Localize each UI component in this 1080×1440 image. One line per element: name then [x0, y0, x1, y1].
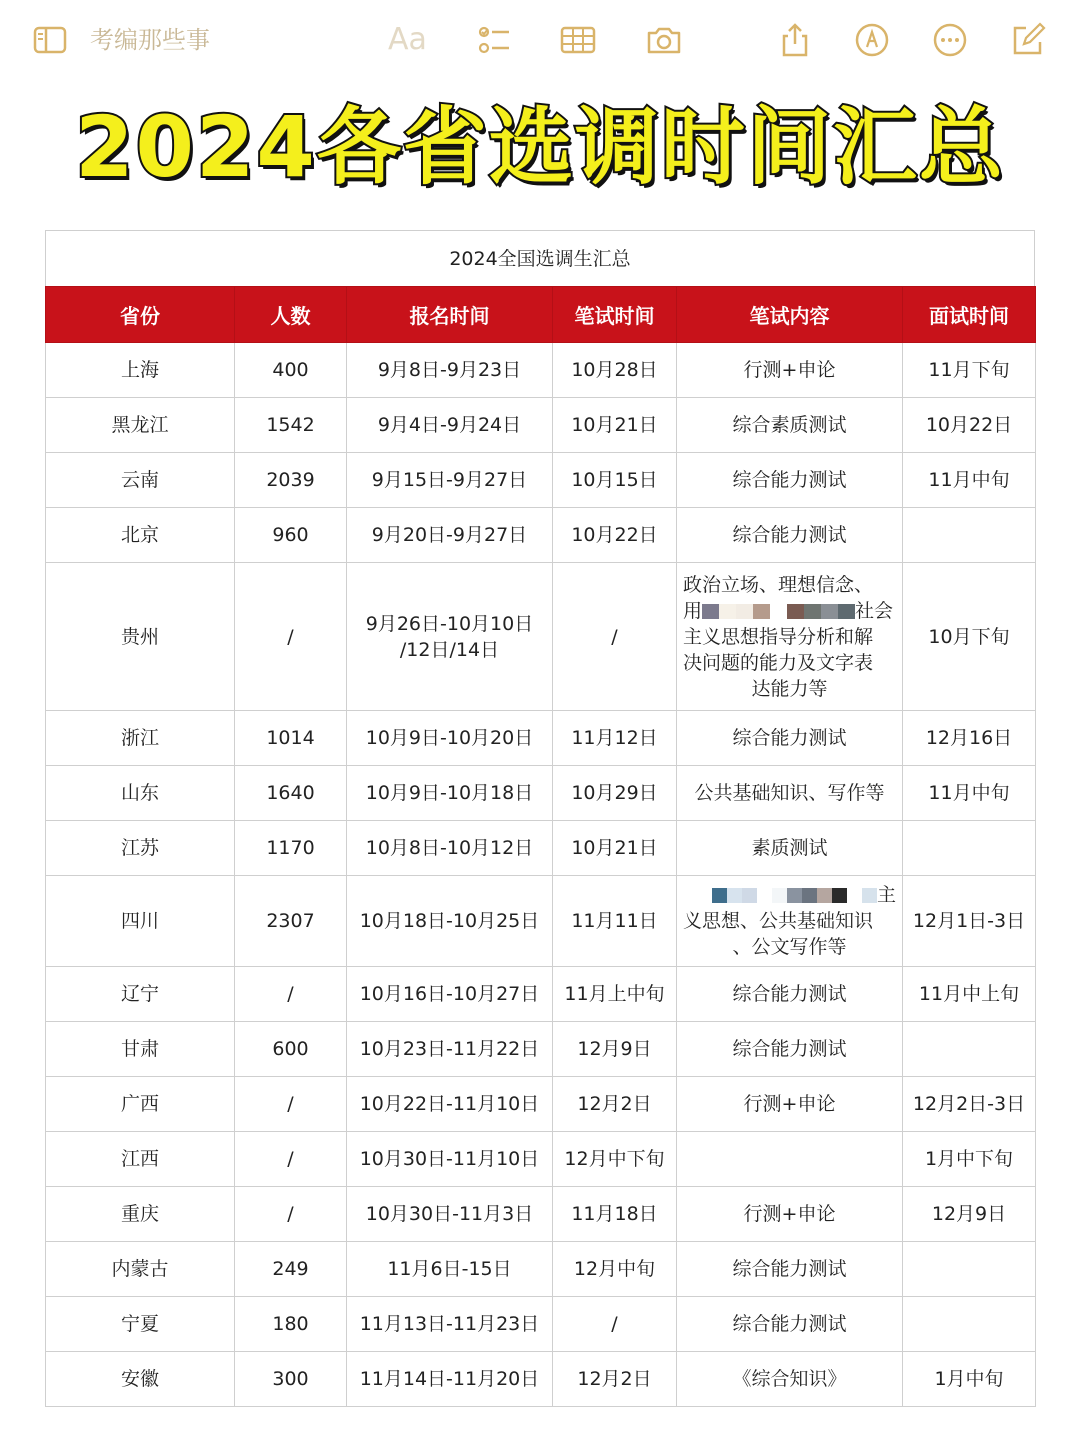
cell-interview-time: [903, 821, 1036, 876]
cell-count: 2039: [235, 453, 347, 508]
notes-toolbar: [0, 0, 1080, 80]
cell-count: 1640: [235, 766, 347, 821]
cell-count: 180: [235, 1297, 347, 1352]
cell-interview-time: [903, 1242, 1036, 1297]
format-text-button[interactable]: Aa: [388, 22, 427, 57]
cell-exam-content: 综合能力测试: [677, 711, 903, 766]
cell-interview-time: 11月中旬: [903, 453, 1036, 508]
cell-exam-time: 11月18日: [553, 1187, 677, 1242]
cell-exam-time: 11月11日: [553, 876, 677, 967]
sidebar-icon[interactable]: [30, 22, 70, 58]
cell-province: 山东: [46, 766, 235, 821]
cell-registration-time: 9月26日-10月10日 /12日/14日: [347, 563, 553, 711]
cell-count: 960: [235, 508, 347, 563]
cell-interview-time: [903, 1297, 1036, 1352]
cell-count: 400: [235, 343, 347, 398]
note-title: 考编那些事: [90, 26, 210, 54]
cell-registration-time: 9月8日-9月23日: [347, 343, 553, 398]
cell-interview-time: [903, 508, 1036, 563]
selection-summary-table: [45, 230, 1035, 1407]
cell-registration-time: 10月30日-11月3日: [347, 1187, 553, 1242]
content-line: 用: [683, 599, 703, 622]
cell-interview-time: 12月16日: [903, 711, 1036, 766]
table-row: [46, 967, 1036, 1022]
cell-count: 1014: [235, 711, 347, 766]
cell-registration-time: 11月13日-11月23日: [347, 1297, 553, 1352]
content-line: 主: [876, 884, 896, 906]
cell-registration-time: 10月30日-11月10日: [347, 1132, 553, 1187]
cell-exam-time: 12月2日: [553, 1352, 677, 1407]
table-row: [46, 766, 1036, 821]
markup-icon[interactable]: [852, 22, 892, 58]
cell-count: 300: [235, 1352, 347, 1407]
table-row: [46, 1077, 1036, 1132]
cell-province: 黑龙江: [46, 398, 235, 453]
cell-exam-time: 12月中旬: [553, 1242, 677, 1297]
cell-interview-time: 11月中上旬: [903, 967, 1036, 1022]
cell-interview-time: 12月2日-3日: [903, 1077, 1036, 1132]
cell-registration-time: 10月9日-10月18日: [347, 766, 553, 821]
content-line: 达能力等: [751, 677, 828, 700]
cell-province: 江苏: [46, 821, 235, 876]
compose-icon[interactable]: [1008, 22, 1048, 58]
cell-province: 北京: [46, 508, 235, 563]
header-registration-time: 报名时间: [347, 287, 553, 343]
cell-interview-time: 11月下旬: [903, 343, 1036, 398]
content-line: 、公文写作等: [732, 936, 847, 958]
header-exam-time: 笔试时间: [553, 287, 677, 343]
cell-registration-time: 9月4日-9月24日: [347, 398, 553, 453]
page-title: 2024各省选调时间汇总: [75, 98, 1005, 196]
table-caption: 2024全国选调生汇总: [45, 230, 1035, 286]
cell-exam-content: 素质测试: [677, 821, 903, 876]
cell-exam-content: 综合能力测试: [677, 1297, 903, 1352]
cell-exam-content: [677, 1132, 903, 1187]
cell-interview-time: 12月1日-3日: [903, 876, 1036, 967]
cell-exam-content: 综合能力测试: [677, 453, 903, 508]
cell-registration-time: 10月9日-10月20日: [347, 711, 553, 766]
content-line: 决问题的能力及文字表: [683, 651, 874, 674]
cell-province: 辽宁: [46, 967, 235, 1022]
table-row: [46, 1297, 1036, 1352]
header-interview-time: 面试时间: [903, 287, 1036, 343]
table-icon[interactable]: [558, 22, 598, 58]
cell-province: 甘肃: [46, 1022, 235, 1077]
table-row: [46, 398, 1036, 453]
cell-count: /: [235, 1132, 347, 1187]
table-row: [46, 453, 1036, 508]
content-line: 义思想、公共基础知识: [683, 910, 874, 932]
cell-interview-time: 12月9日: [903, 1187, 1036, 1242]
table-row: [46, 1132, 1036, 1187]
cell-province: 宁夏: [46, 1297, 235, 1352]
table-header-row: [46, 287, 1036, 343]
cell-registration-time: 10月16日-10月27日: [347, 967, 553, 1022]
content-line: 社会: [855, 599, 894, 622]
header-province: 省份: [46, 287, 235, 343]
cell-registration-time: 9月20日-9月27日: [347, 508, 553, 563]
cell-count: 1170: [235, 821, 347, 876]
table-row: [46, 821, 1036, 876]
cell-exam-content: 综合素质测试: [677, 398, 903, 453]
cell-exam-time: 10月29日: [553, 766, 677, 821]
cell-registration-time: 10月22日-11月10日: [347, 1077, 553, 1132]
cell-exam-content: 综合能力测试: [677, 967, 903, 1022]
cell-interview-time: 10月22日: [903, 398, 1036, 453]
cell-count: 2307: [235, 876, 347, 967]
table-row: [46, 876, 1036, 967]
cell-province: 广西: [46, 1077, 235, 1132]
cell-exam-content: 综合能力测试: [677, 1242, 903, 1297]
share-icon[interactable]: [775, 22, 815, 58]
cell-count: /: [235, 563, 347, 711]
cell-count: /: [235, 1187, 347, 1242]
cell-exam-content: [677, 563, 903, 711]
cell-count: 249: [235, 1242, 347, 1297]
cell-interview-time: 1月中旬: [903, 1352, 1036, 1407]
cell-exam-content: 行测+申论: [677, 1077, 903, 1132]
cell-exam-time: 12月中下旬: [553, 1132, 677, 1187]
table-row: [46, 508, 1036, 563]
cell-province: 内蒙古: [46, 1242, 235, 1297]
cell-count: 600: [235, 1022, 347, 1077]
cell-interview-time: [903, 1022, 1036, 1077]
content-line: 政治立场、理想信念、: [683, 573, 874, 596]
cell-count: /: [235, 1077, 347, 1132]
checklist-icon[interactable]: [474, 22, 514, 58]
table-row: [46, 1242, 1036, 1297]
header-count: 人数: [235, 287, 347, 343]
cell-registration-time: 10月18日-10月25日: [347, 876, 553, 967]
table-row: [46, 343, 1036, 398]
cell-count: 1542: [235, 398, 347, 453]
cell-exam-time: 10月21日: [553, 821, 677, 876]
cell-province: 贵州: [46, 563, 235, 711]
cell-exam-content: 综合能力测试: [677, 508, 903, 563]
cell-exam-time: 10月21日: [553, 398, 677, 453]
cell-province: 重庆: [46, 1187, 235, 1242]
cell-province: 浙江: [46, 711, 235, 766]
table-row: [46, 1022, 1036, 1077]
cell-exam-time: 11月上中旬: [553, 967, 677, 1022]
cell-registration-time: 10月23日-11月22日: [347, 1022, 553, 1077]
cell-interview-time: 10月下旬: [903, 563, 1036, 711]
cell-exam-content: 行测+申论: [677, 1187, 903, 1242]
cell-exam-time: 12月2日: [553, 1077, 677, 1132]
camera-icon[interactable]: [644, 22, 684, 58]
cell-registration-time: 11月14日-11月20日: [347, 1352, 553, 1407]
cell-registration-time: 10月8日-10月12日: [347, 821, 553, 876]
table-row: [46, 1187, 1036, 1242]
cell-exam-time: 10月15日: [553, 453, 677, 508]
cell-province: 云南: [46, 453, 235, 508]
cell-interview-time: 1月中下旬: [903, 1132, 1036, 1187]
cell-exam-content: 《综合知识》: [677, 1352, 903, 1407]
table-row: [46, 711, 1036, 766]
table-row: [46, 1352, 1036, 1407]
table-row: [46, 563, 1036, 711]
cell-exam-content: 公共基础知识、写作等: [677, 766, 903, 821]
cell-exam-time: 10月22日: [553, 508, 677, 563]
cell-count: /: [235, 967, 347, 1022]
cell-exam-content: 综合能力测试: [677, 1022, 903, 1077]
more-icon[interactable]: [930, 22, 970, 58]
cell-exam-content: [677, 876, 903, 967]
cell-registration-time: 9月15日-9月27日: [347, 453, 553, 508]
cell-exam-time: 11月12日: [553, 711, 677, 766]
cell-registration-time: 11月6日-15日: [347, 1242, 553, 1297]
cell-province: 安徽: [46, 1352, 235, 1407]
cell-exam-time: 10月28日: [553, 343, 677, 398]
cell-province: 四川: [46, 876, 235, 967]
cell-exam-time: 12月9日: [553, 1022, 677, 1077]
header-exam-content: 笔试内容: [677, 287, 903, 343]
cell-exam-content: 行测+申论: [677, 343, 903, 398]
content-line: 主义思想指导分析和解: [683, 625, 874, 648]
cell-exam-time: /: [553, 1297, 677, 1352]
cell-province: 上海: [46, 343, 235, 398]
cell-province: 江西: [46, 1132, 235, 1187]
cell-exam-time: /: [553, 563, 677, 711]
cell-interview-time: 11月中旬: [903, 766, 1036, 821]
